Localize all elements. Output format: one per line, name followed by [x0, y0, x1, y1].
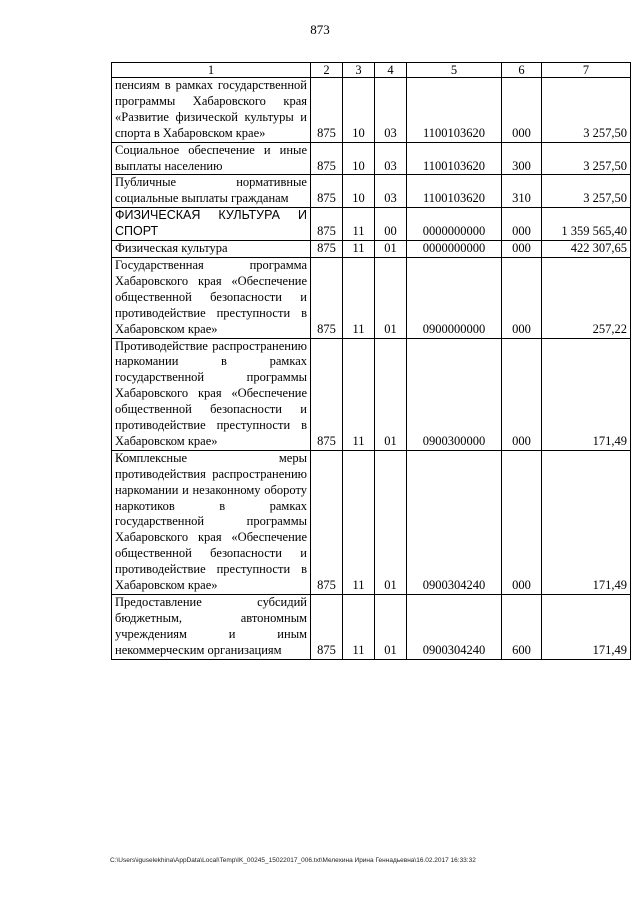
row-name: пенсиям в рамках государственной программы Хабаровского края «Развитие физической культуры и спорта в Хабаровском крае» — [112, 78, 311, 143]
header-cell: 4 — [375, 63, 407, 78]
row-vr: 000 — [502, 78, 542, 143]
row-name: Комплексные меры противодействия распространению наркомании и незаконному обороту наркотиков в рамках государственной программы Хабаровского края «Обеспечение общественной безопасности и противодействие преступности в Хабаровском крае» — [112, 450, 311, 594]
table-row — [112, 257, 631, 338]
row-grbs: 875 — [311, 175, 343, 208]
table-row — [112, 142, 631, 175]
row-sum: 171,49 — [542, 338, 631, 450]
row-pr: 03 — [375, 142, 407, 175]
row-rz: 10 — [343, 78, 375, 143]
row-rz: 11 — [343, 450, 375, 594]
row-sum: 3 257,50 — [542, 142, 631, 175]
header-cell: 7 — [542, 63, 631, 78]
page-number: 873 — [310, 22, 330, 37]
row-csr: 0000000000 — [407, 208, 502, 241]
row-sum: 257,22 — [542, 257, 631, 338]
row-rz: 11 — [343, 241, 375, 258]
row-rz: 10 — [343, 175, 375, 208]
row-grbs: 875 — [311, 257, 343, 338]
table-header-row — [112, 63, 631, 78]
row-vr: 000 — [502, 338, 542, 450]
row-csr: 1100103620 — [407, 78, 502, 143]
row-sum: 3 257,50 — [542, 78, 631, 143]
row-grbs: 875 — [311, 450, 343, 594]
row-rz: 11 — [343, 257, 375, 338]
row-vr: 000 — [502, 257, 542, 338]
row-csr: 0900300000 — [407, 338, 502, 450]
table-row — [112, 78, 631, 143]
row-sum: 1 359 565,40 — [542, 208, 631, 241]
row-vr: 000 — [502, 241, 542, 258]
row-grbs: 875 — [311, 595, 343, 660]
row-pr: 00 — [375, 208, 407, 241]
table-row — [112, 450, 631, 594]
row-sum: 171,49 — [542, 450, 631, 594]
row-name: ФИЗИЧЕСКАЯ КУЛЬТУРА И СПОРТ — [112, 208, 311, 241]
row-csr: 0900304240 — [407, 595, 502, 660]
row-csr: 0900000000 — [407, 257, 502, 338]
row-name: Государственная программа Хабаровского края «Обеспечение общественной безопасности и противодействие преступности в Хабаровском крае» — [112, 257, 311, 338]
row-name: Противодействие распространению наркомании в рамках государственной программы Хабаровского края «Обеспечение общественной безопасности и противодействие преступности в Хабаровском крае» — [112, 338, 311, 450]
row-csr: 0900304240 — [407, 450, 502, 594]
row-pr: 03 — [375, 175, 407, 208]
row-grbs: 875 — [311, 142, 343, 175]
row-csr: 1100103620 — [407, 175, 502, 208]
header-cell: 6 — [502, 63, 542, 78]
row-pr: 01 — [375, 450, 407, 594]
header-cell: 1 — [112, 63, 311, 78]
row-name: Физическая культура — [112, 241, 311, 258]
table-row — [112, 595, 631, 660]
row-grbs: 875 — [311, 78, 343, 143]
row-sum: 171,49 — [542, 595, 631, 660]
row-sum: 422 307,65 — [542, 241, 631, 258]
row-grbs: 875 — [311, 241, 343, 258]
row-pr: 01 — [375, 338, 407, 450]
table-row — [112, 175, 631, 208]
row-rz: 11 — [343, 208, 375, 241]
footer-file-path: C:\Users\iguselekhina\AppData\Local\Temp\IK_00245_15022017_006.txt\Мелехина Ирина Геннадьевна\16.02.2017 16:33:32 — [110, 857, 476, 864]
row-name: Публичные нормативные социальные выплаты гражданам — [112, 175, 311, 208]
row-pr: 01 — [375, 241, 407, 258]
row-vr: 000 — [502, 450, 542, 594]
row-rz: 11 — [343, 595, 375, 660]
row-grbs: 875 — [311, 208, 343, 241]
header-cell: 2 — [311, 63, 343, 78]
row-pr: 01 — [375, 257, 407, 338]
row-name: Предоставление субсидий бюджетным, автономным учреждениям и иным некоммерческим организациям — [112, 595, 311, 660]
row-vr: 000 — [502, 208, 542, 241]
row-rz: 11 — [343, 338, 375, 450]
row-rz: 10 — [343, 142, 375, 175]
row-csr: 1100103620 — [407, 142, 502, 175]
row-vr: 600 — [502, 595, 542, 660]
row-sum: 3 257,50 — [542, 175, 631, 208]
row-grbs: 875 — [311, 338, 343, 450]
table-row — [112, 338, 631, 450]
row-vr: 310 — [502, 175, 542, 208]
header-cell: 3 — [343, 63, 375, 78]
row-pr: 01 — [375, 595, 407, 660]
header-cell: 5 — [407, 63, 502, 78]
row-vr: 300 — [502, 142, 542, 175]
row-pr: 03 — [375, 78, 407, 143]
budget-table — [111, 62, 631, 660]
table-row-section — [112, 208, 631, 241]
table-row — [112, 241, 631, 258]
row-csr: 0000000000 — [407, 241, 502, 258]
row-name: Социальное обеспечение и иные выплаты населению — [112, 142, 311, 175]
